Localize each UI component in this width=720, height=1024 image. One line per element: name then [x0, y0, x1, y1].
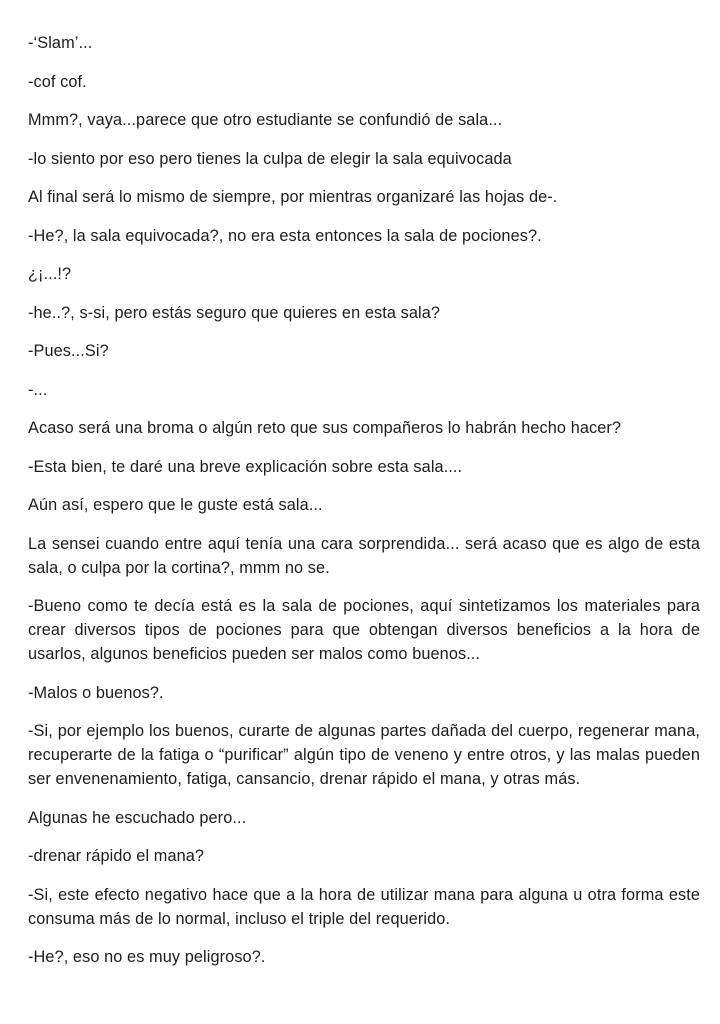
paragraph: -Si, por ejemplo los buenos, curarte de algunas partes dañada del cuerpo, regenerar mana, recuperarte de la fatiga o “purificar” algún tipo de veneno y entre otros, y las malas pueden ser envenenamiento, fatiga, cansancio, drenar rápido el mana, y otras más. [28, 722, 700, 788]
paragraph: -he..?, s-si, pero estás seguro que quieres en esta sala? [28, 303, 441, 322]
paragraph: -He?, la sala equivocada?, no era esta entonces la sala de pociones?. [28, 226, 542, 245]
paragraph: -... [28, 380, 48, 399]
paragraph: -Malos o buenos?. [28, 683, 164, 702]
document-page [28, 31, 700, 984]
paragraph: -Esta bien, te daré una breve explicación sobre esta sala.... [28, 457, 463, 476]
paragraph: -cof cof. [28, 72, 87, 91]
paragraph: -‘Slam’... [28, 34, 93, 52]
paragraph: -Si, este efecto negativo hace que a la hora de utilizar mana para alguna u otra forma este consuma más de lo normal, incluso el triple del requerido. [28, 885, 700, 928]
paragraph: Mmm?, vaya...parece que otro estudiante se confundió de sala... [28, 111, 503, 129]
paragraph: ¿¡...!? [28, 265, 72, 283]
paragraph: Acaso será una broma o algún reto que sus compañeros lo habrán hecho hacer? [28, 419, 622, 437]
paragraph: La sensei cuando entre aquí tenía una cara sorprendida... será acaso que es algo de esta sala, o culpa por la cortina?, mmm no se. [28, 534, 700, 577]
paragraph: -Bueno como te decía está es la sala de pociones, aquí sintetizamos los materiales para crear diversos tipos de pociones para que obtengan diversos beneficios a la hora de usarlos, algunos beneficios pueden ser malos como buenos... [28, 597, 700, 663]
paragraph: -lo siento por eso pero tienes la culpa de elegir la sala equivocada [28, 149, 512, 168]
paragraph: -Pues...Si? [28, 342, 109, 360]
paragraph: Algunas he escuchado pero... [28, 808, 247, 827]
paragraph: Aún así, espero que le guste está sala... [28, 496, 323, 514]
paragraph: Al final será lo mismo de siempre, por mientras organizaré las hojas de-. [28, 188, 558, 206]
paragraph: -drenar rápido el mana? [28, 847, 205, 865]
paragraph: -He?, eso no es muy peligroso?. [28, 948, 266, 966]
